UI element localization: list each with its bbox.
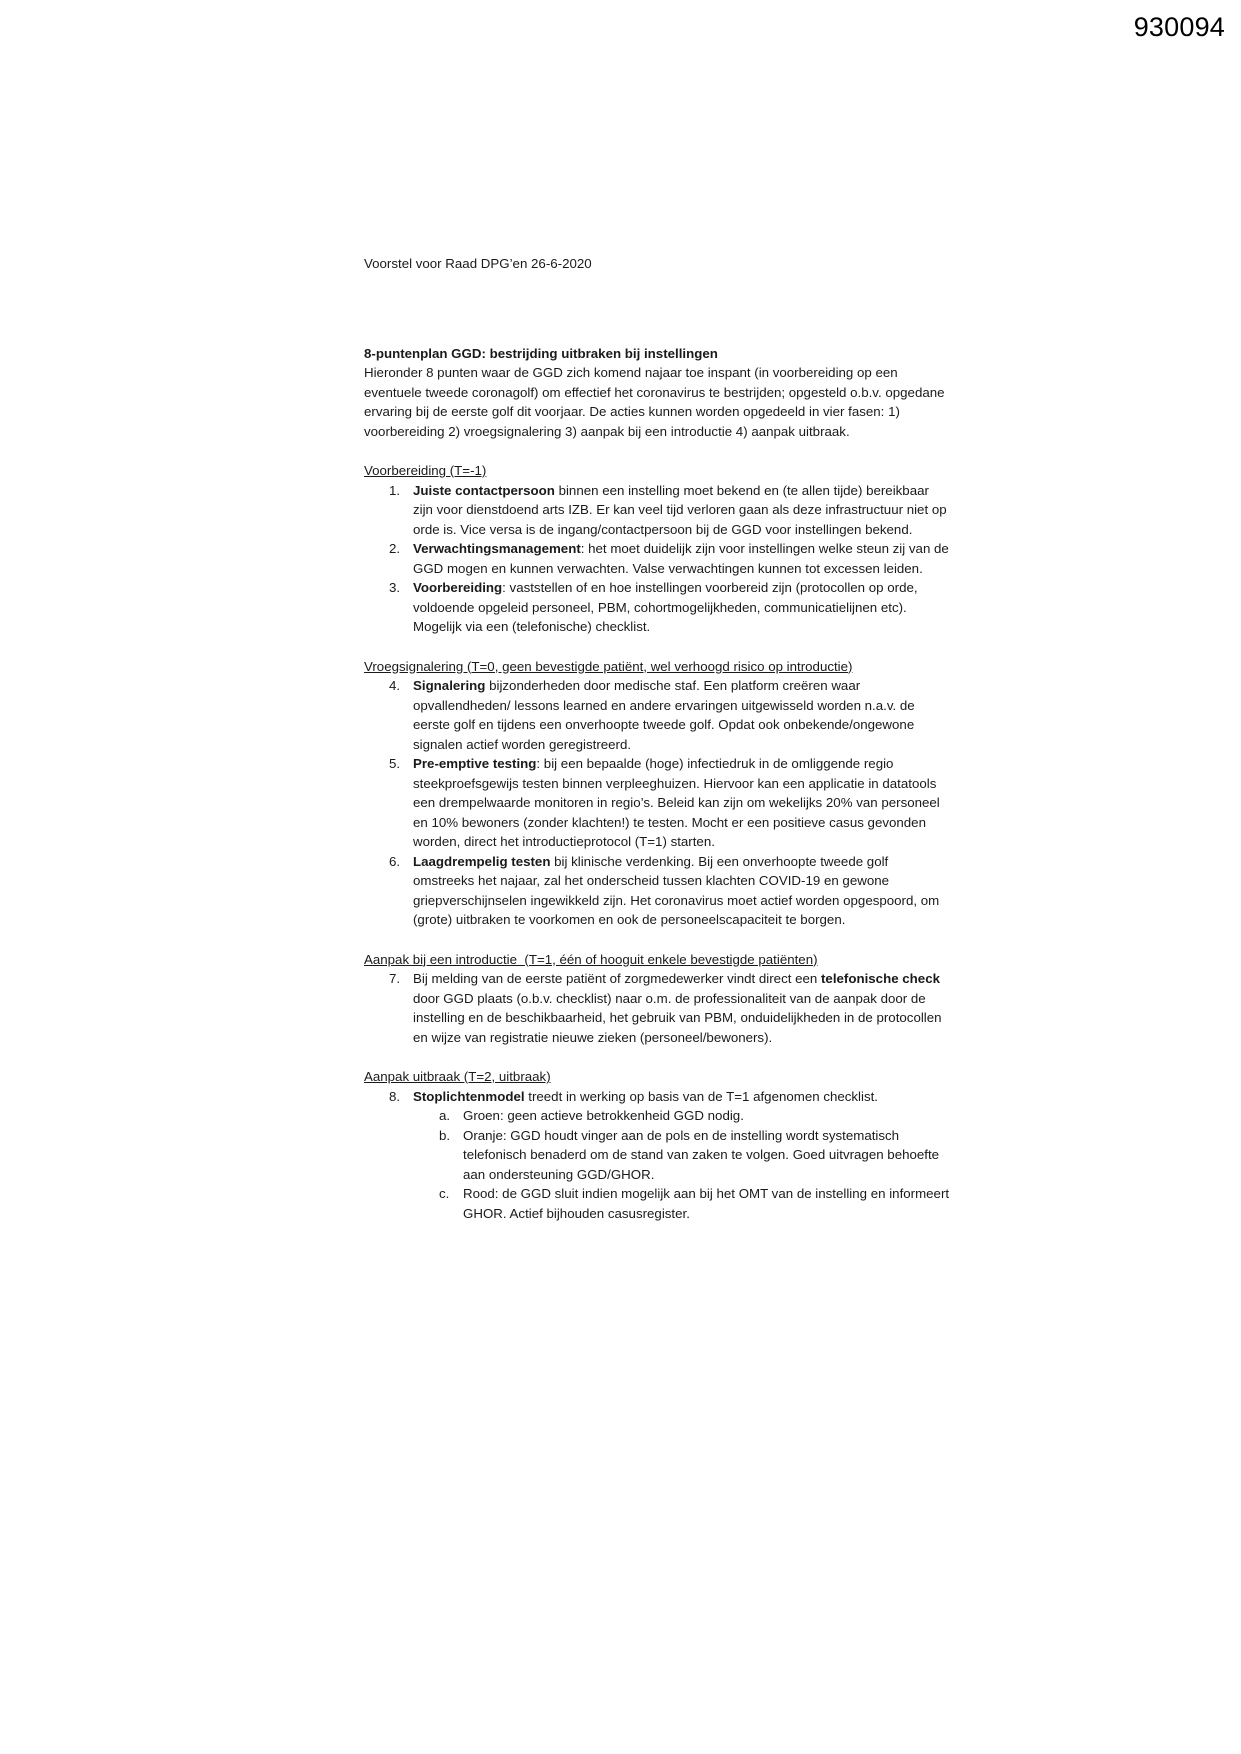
intro-paragraph: Hieronder 8 punten waar de GGD zich komend najaar toe inspant (in voorbereiding op een eventuele tweede coronagolf) om effectief het coronavirus te bestrijden; opgesteld o.b.v. opgedane ervaring bij de eerste golf dit voorjaar. De acties kunnen worden opgedeeld in vier fasen: 1) voorbereiding 2) vroegsignalering 3) aanpak bij een introductie 4) aanpak uitbraak. bbox=[364, 365, 945, 439]
list-number: 4. bbox=[389, 678, 401, 693]
point-keyword: Pre-emptive testing bbox=[413, 756, 537, 771]
point-text-pre: Bij melding van de eerste patiënt of zorgmedewerker vindt direct een bbox=[413, 971, 821, 986]
points-list bbox=[364, 481, 952, 637]
point-keyword: Voorbereiding bbox=[413, 580, 503, 595]
list-number: 5. bbox=[389, 756, 401, 771]
points-list bbox=[364, 676, 952, 930]
list-number: 1. bbox=[389, 482, 401, 498]
list-item bbox=[364, 481, 952, 540]
sub-list-item bbox=[413, 1184, 952, 1223]
date-line: Voorstel voor Raad DPG’en 26-6-2020 bbox=[364, 256, 592, 271]
point-keyword: telefonische check bbox=[821, 971, 940, 986]
document-title: 8-puntenplan GGD: bestrijding uitbraken bij instellingen bbox=[364, 345, 718, 361]
point-keyword: Juiste contactpersoon bbox=[413, 482, 555, 498]
sub-letter: c. bbox=[439, 1186, 450, 1201]
point-text: : het moet duidelijk zijn voor instellingen welke steun zij van de GGD mogen en kunnen verwachten. Valse verwachtingen kunnen tot excessen leiden. bbox=[413, 541, 949, 576]
list-number: 6. bbox=[389, 853, 401, 869]
list-item bbox=[364, 852, 952, 930]
list-item bbox=[364, 754, 952, 852]
document-number: 930094 bbox=[1133, 12, 1225, 42]
sub-text: Oranje: GGD houdt vinger aan de pols en de instelling wordt systematisch telefonisch benaderd om de stand van zaken te volgen. Goed uitvragen behoefte aan ondersteuning GGD/GHOR. bbox=[463, 1127, 940, 1182]
document-body bbox=[364, 254, 952, 1223]
sub-text: Rood: de GGD sluit indien mogelijk aan bij het OMT van de instelling en informeert GHOR. Actief bijhouden casusregister. bbox=[463, 1186, 950, 1221]
point-text: bij klinische verdenking. Bij een onverhoopte tweede golf omstreeks het najaar, zal het onderscheid tussen klachten COVID-19 en gewone griepverschijnselen ingewikkeld zijn. Het coronavirus moet actief worden opgespoord, om (grote) uitbraken te voorkomen en ook de personeelscapaciteit te borgen. bbox=[413, 853, 940, 927]
sub-list-item bbox=[413, 1106, 952, 1126]
point-keyword: Stoplichtenmodel bbox=[413, 1088, 525, 1104]
list-number: 8. bbox=[389, 1088, 401, 1104]
point-keyword: Signalering bbox=[413, 678, 486, 693]
section-heading-uitbraak: Aanpak uitbraak (T=2, uitbraak) bbox=[364, 1069, 551, 1084]
point-text: : bij een bepaalde (hoge) infectiedruk in de omliggende regio steekproefsgewijs testen binnen verpleeghuizen. Hiervoor kan een applicatie in datatools een drempelwaarde monitoren in regio’s. Beleid kan zijn om wekelijks 20% van personeel en 10% bewoners (zonder klachten!) te testen. Mocht er een positieve casus gevonden worden, direct het introductieprotocol (T=1) starten. bbox=[413, 756, 940, 849]
sub-letter: b. bbox=[439, 1127, 451, 1143]
list-item bbox=[364, 1087, 952, 1224]
points-list bbox=[364, 1087, 952, 1224]
list-number: 2. bbox=[389, 541, 401, 556]
point-text: : vaststellen of en hoe instellingen voorbereid zijn (protocollen op orde, voldoende opgeleid personeel, PBM, cohortmogelijkheden, communicatielijnen etc). Mogelijk via een (telefonische) checklist. bbox=[413, 580, 918, 634]
list-item bbox=[364, 539, 952, 578]
section-heading-voorbereiding: Voorbereiding (T=-1) bbox=[364, 463, 487, 478]
sub-list-item bbox=[413, 1126, 952, 1185]
sub-text: Groen: geen actieve betrokkenheid GGD nodig. bbox=[463, 1108, 744, 1123]
list-number: 3. bbox=[389, 580, 401, 595]
list-item bbox=[364, 676, 952, 754]
point-keyword: Laagdrempelig testen bbox=[413, 853, 551, 869]
point-keyword: Verwachtingsmanagement bbox=[413, 541, 581, 556]
point-text: treedt in werking op basis van de T=1 afgenomen checklist. bbox=[524, 1088, 878, 1104]
section-heading-introductie: Aanpak bij een introductie (T=1, één of hooguit enkele bevestigde patiënten) bbox=[364, 951, 818, 967]
sub-letter: a. bbox=[439, 1108, 451, 1123]
list-item bbox=[364, 969, 952, 1047]
list-item bbox=[364, 578, 952, 637]
point-text: door GGD plaats (o.b.v. checklist) naar o.m. de professionaliteit van de aanpak door de instelling en de beschikbaarheid, het gebruik van PBM, onduidelijkheden in de protocollen en wijze van registratie nieuwe zieken (personeel/bewoners). bbox=[413, 990, 942, 1045]
section-heading-vroegsignalering: Vroegsignalering (T=0, geen bevestigde patiënt, wel verhoogd risico op introductie) bbox=[364, 658, 853, 674]
point-text: bijzonderheden door medische staf. Een platform creëren waar opvallendheden/ lessons learned en andere ervaringen uitgewisseld worden n.a.v. de eerste golf en tijdens een onverhoopte tweede golf. Opdat ook onbekende/ongewone signalen actief worden geregistreerd. bbox=[413, 678, 915, 752]
point-text: binnen een instelling moet bekend en (te allen tijde) bereikbaar zijn voor dienstdoend arts IZB. Er kan veel tijd verloren gaan als deze infrastructuur niet op orde is. Vice versa is de ingang/contactpersoon bij de GGD voor instellingen bekend. bbox=[413, 482, 947, 537]
points-list bbox=[364, 969, 952, 1047]
sub-list bbox=[413, 1106, 952, 1223]
list-number: 7. bbox=[389, 971, 401, 986]
